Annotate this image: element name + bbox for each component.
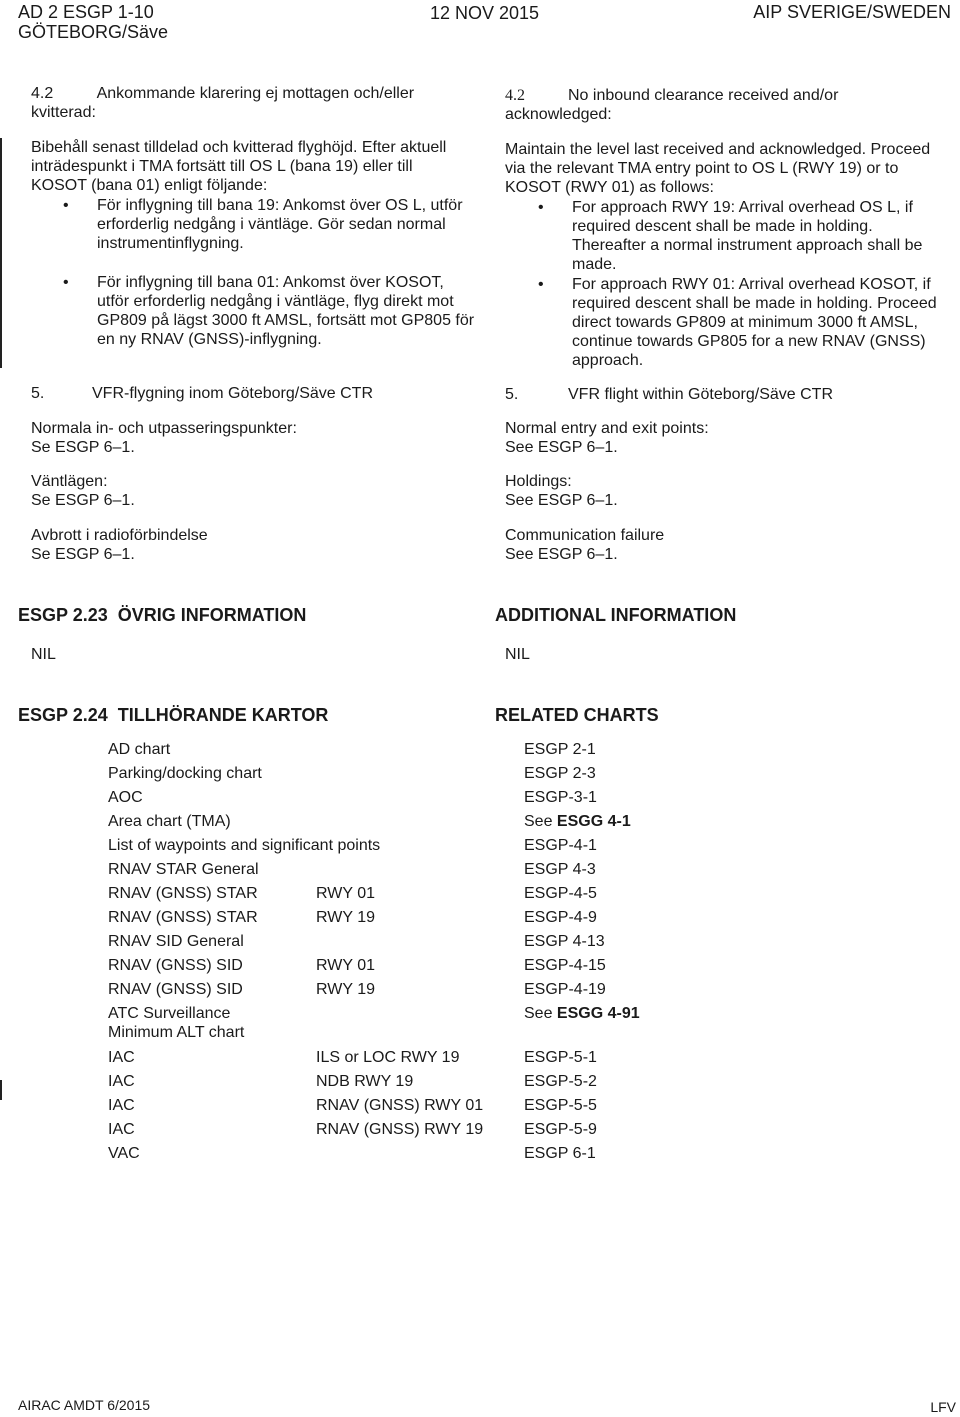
chart-detail: RWY 19 — [316, 981, 375, 998]
sv-section-5-title: VFR-flygning inom Göteborg/Säve CTR — [92, 385, 373, 402]
chart-ref: ESGP-3-1 — [524, 789, 597, 806]
sv-hold-ref: Se ESGP 6–1. — [31, 492, 135, 509]
chart-detail: RWY 19 — [316, 909, 375, 926]
chart-name: RNAV (GNSS) SID — [108, 981, 243, 998]
en-comm-label: Communication failure — [505, 527, 665, 544]
en-bullet-rwy01: • For approach RWY 01: Arrival overhead KOSOT, if required descent shall be made in holding. Proceed direct towards GP809 at minimum 3000 ft AMSL, continue towards GP805 for a new RNAV (GNSS) approach. — [572, 275, 952, 370]
chart-ref: ESGP-4-5 — [524, 885, 597, 902]
sv-entry-ref: Se ESGP 6–1. — [31, 439, 135, 456]
chart-ref: ESGP 4-13 — [524, 933, 605, 950]
sv-entry-label: Normala in- och utpasseringspunkter: — [31, 420, 297, 437]
change-bar — [0, 138, 2, 368]
en-section-2-23-body: NIL — [505, 646, 530, 663]
chart-detail: RWY 01 — [316, 885, 375, 902]
chart-ref: ESGP 2-1 — [524, 741, 596, 758]
chart-ref: ESGP-5-5 — [524, 1097, 597, 1114]
chart-ref: ESGP 6-1 — [524, 1145, 596, 1162]
chart-detail: RNAV (GNSS) RWY 19 — [316, 1121, 484, 1138]
doc-id: AD 2 ESGP 1-10 — [18, 2, 154, 22]
chart-ref-prefix: See — [524, 813, 557, 830]
chart-ref — [524, 812, 631, 831]
chart-name: IAC — [108, 1049, 135, 1066]
chart-ref — [524, 1004, 640, 1023]
en-entry-ref: See ESGP 6–1. — [505, 439, 618, 456]
chart-name: List of waypoints and significant points — [108, 837, 381, 854]
publication-date: 12 NOV 2015 — [430, 3, 540, 23]
chart-name: RNAV (GNSS) STAR — [108, 909, 258, 926]
chart-name: IAC — [108, 1121, 135, 1138]
en-hold-ref: See ESGP 6–1. — [505, 492, 618, 509]
chart-ref: ESGP-4-9 — [524, 909, 597, 926]
en-bullet-rwy19: • For approach RWY 19: Arrival overhead OS L, if required descent shall be made in holding. Thereafter a normal instrument approach shall be made. — [572, 198, 942, 274]
publisher: AIP SVERIGE/SWEDEN — [753, 2, 951, 22]
chart-name: RNAV (GNSS) SID — [108, 957, 243, 974]
chart-name: IAC — [108, 1097, 135, 1114]
chart-name: Parking/docking chart — [108, 765, 262, 782]
chart-ref: ESGP 4-3 — [524, 861, 596, 878]
chart-name: AOC — [108, 789, 143, 806]
sv-section-2-24-title: ESGP 2.24 TILLHÖRANDE KARTOR — [18, 705, 329, 725]
chart-name-line2: Minimum ALT chart — [108, 1024, 245, 1041]
en-section-title: No inbound clearance received and/or acknowledged: — [505, 87, 839, 123]
chart-ref: ESGP-4-19 — [524, 981, 606, 998]
chart-detail: ILS or LOC RWY 19 — [316, 1049, 460, 1066]
chart-detail: RNAV (GNSS) RWY 01 — [316, 1097, 484, 1114]
chart-detail: RWY 01 — [316, 957, 375, 974]
chart-ref-prefix: See — [524, 1005, 557, 1022]
chart-detail: NDB RWY 19 — [316, 1073, 414, 1090]
location: GÖTEBORG/Säve — [18, 22, 169, 42]
sv-intro-paragraph: Bibehåll senast tilldelad och kvitterad flyghöjd. Efter aktuell inträdespunkt i TMA fortsätt till OS L (bana 19) eller till KOSOT (bana 01) enligt följande: — [31, 139, 447, 194]
chart-ref: ESGP-5-1 — [524, 1049, 597, 1066]
chart-name: VAC — [108, 1145, 140, 1162]
en-section-2-24-title: RELATED CHARTS — [495, 705, 659, 725]
sv-section-4-2-heading — [31, 84, 451, 122]
en-comm-ref: See ESGP 6–1. — [505, 546, 618, 563]
en-section-2-23-title: ADDITIONAL INFORMATION — [495, 605, 737, 625]
chart-name: Area chart (TMA) — [108, 813, 231, 830]
chart-ref-bold: ESGG 4-1 — [556, 813, 631, 830]
sv-hold-label: Väntlägen: — [31, 473, 108, 490]
change-bar — [0, 1080, 2, 1100]
chart-name: ATC Surveillance — [108, 1005, 231, 1022]
chart-ref: ESGP-5-9 — [524, 1121, 597, 1138]
chart-ref: ESGP 2-3 — [524, 765, 596, 782]
chart-name: IAC — [108, 1073, 135, 1090]
en-intro-paragraph: Maintain the level last received and acknowledged. Proceed via the relevant TMA entry point to OS L (RWY 19) or to KOSOT (RWY 01) as follows: — [505, 141, 931, 196]
footer-amendment: AIRAC AMDT 6/2015 — [18, 1397, 151, 1413]
sv-bullet-rwy19: • För inflygning till bana 19: Ankomst över OS L, utför erforderlig nedgång i väntläge. Gör sedan normal instrumentinflygning. — [97, 196, 472, 253]
chart-ref: ESGP-4-1 — [524, 837, 597, 854]
sv-bullet-rwy01: • För inflygning till bana 01: Ankomst över KOSOT, utför erforderlig nedgång i väntläge, flyg direkt mot GP809 på lägst 3000 ft AMSL, fortsätt mot GP805 för en ny RNAV (GNSS)-inflygning. — [97, 273, 477, 349]
chart-ref: ESGP-4-15 — [524, 957, 606, 974]
en-section-5-title: VFR flight within Göteborg/Säve CTR — [568, 386, 833, 403]
en-section-5-number: 5. — [505, 386, 519, 403]
sv-comm-ref: Se ESGP 6–1. — [31, 546, 135, 563]
sv-section-2-23-title: ESGP 2.23 ÖVRIG INFORMATION — [18, 605, 307, 625]
footer-agency: LFV — [930, 1399, 956, 1415]
en-entry-label: Normal entry and exit points: — [505, 420, 709, 437]
sv-section-2-23-body: NIL — [31, 646, 56, 663]
en-hold-label: Holdings: — [505, 473, 572, 490]
chart-ref-bold: ESGG 4-91 — [556, 1005, 640, 1022]
chart-name: RNAV STAR General — [108, 861, 259, 878]
en-bullet-list-2 — [572, 275, 952, 370]
sv-section-5-number: 5. — [31, 385, 45, 402]
chart-name: AD chart — [108, 741, 171, 758]
sv-section-number: 4.2 — [31, 85, 54, 102]
chart-name: RNAV SID General — [108, 933, 244, 950]
sv-bullet-list-2 — [97, 273, 477, 349]
sv-section-title: Ankommande klarering ej mottagen och/eller kvitterad: — [31, 85, 415, 121]
chart-ref: ESGP-5-2 — [524, 1073, 597, 1090]
en-section-number: 4.2 — [505, 87, 525, 104]
en-bullet-list — [572, 198, 942, 274]
sv-bullet-list — [97, 196, 472, 253]
chart-name: RNAV (GNSS) STAR — [108, 885, 258, 902]
sv-comm-label: Avbrott i radioförbindelse — [31, 527, 208, 544]
